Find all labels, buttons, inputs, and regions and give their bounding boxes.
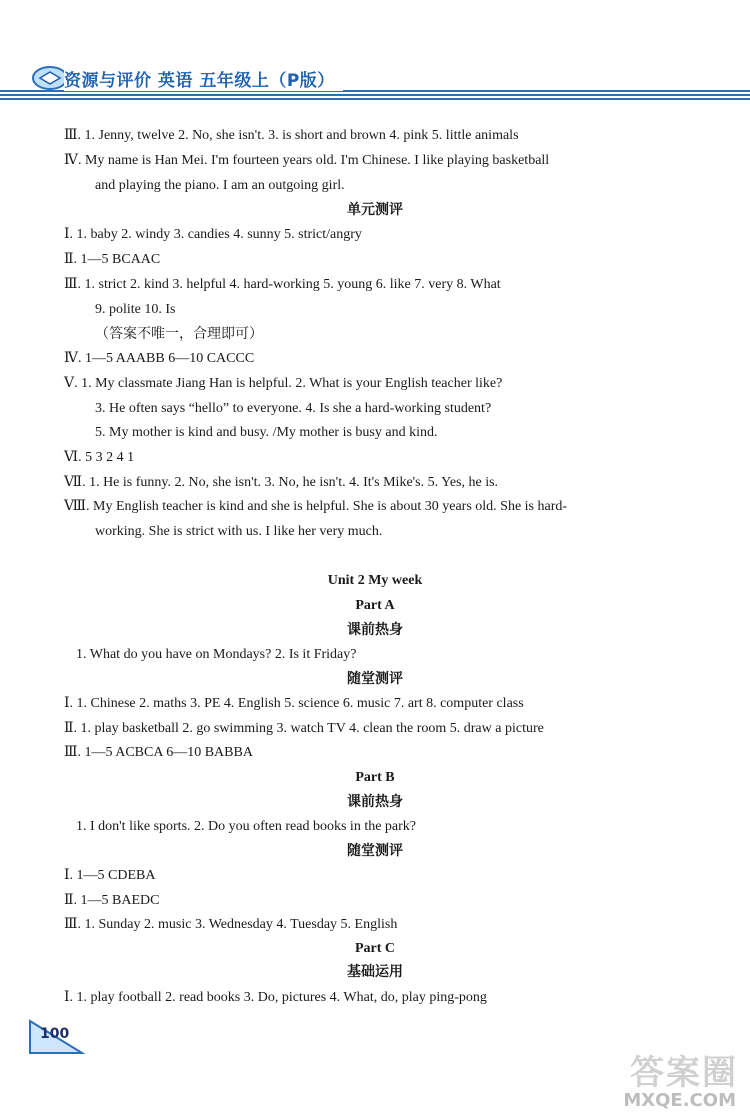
watermark	[604, 1043, 744, 1113]
part-title: Part B	[355, 770, 395, 785]
section-heading: 课前热身	[347, 795, 403, 810]
section-heading: 单元测评	[347, 203, 403, 218]
answer-line: Ⅲ. 1. Jenny, twelve 2. No, she isn't. 3. is short and brown 4. pink 5. little animals	[64, 128, 519, 143]
section-heading: 基础运用	[347, 965, 403, 980]
answer-line: working. She is strict with us. I like her very much.	[95, 524, 383, 539]
section-heading: 课前热身	[347, 623, 403, 638]
header-rules	[0, 90, 750, 100]
answer-line: 5. My mother is kind and busy. /My mother is busy and kind.	[95, 425, 438, 440]
answer-line: Ⅱ. 1—5 BAEDC	[64, 893, 160, 908]
header-title: 资源与评价 英语 五年级上（P版）	[64, 66, 343, 91]
watermark-logo: 答案圈	[630, 1053, 738, 1093]
page-number-badge	[26, 1017, 86, 1057]
unit-title: Unit 2 My week	[327, 573, 423, 588]
answer-line: Ⅰ. 1. play football 2. read books 3. Do, pictures 4. What, do, play ping-pong	[64, 990, 487, 1005]
answer-line: Ⅳ. My name is Han Mei. I'm fourteen years old. I'm Chinese. I like playing basketball	[64, 153, 550, 168]
page-number: 100	[40, 1026, 70, 1042]
answer-line: Ⅳ. 1—5 AAABB 6—10 CACCC	[64, 351, 255, 366]
answer-line: Ⅵ. 5 3 2 4 1	[64, 450, 135, 465]
answer-line: Ⅶ. 1. He is funny. 2. No, she isn't. 3. No, he isn't. 4. It's Mike's. 5. Yes, he is.	[64, 475, 499, 490]
answer-line: Ⅴ. 1. My classmate Jiang Han is helpful. 2. What is your English teacher like?	[64, 376, 503, 391]
answer-line: 1. What do you have on Mondays? 2. Is it Friday?	[76, 647, 357, 662]
answer-line: and playing the piano. I am an outgoing girl.	[95, 178, 345, 193]
answer-line: Ⅲ. 1. strict 2. kind 3. helpful 4. hard-working 5. young 6. like 7. very 8. What	[64, 277, 501, 292]
answer-line: Ⅰ. 1—5 CDEBA	[64, 868, 156, 883]
answer-line: Ⅲ. 1—5 ACBCA 6—10 BABBA	[64, 745, 253, 760]
part-title: Part C	[354, 941, 396, 956]
page-header	[0, 62, 750, 102]
answer-note: （答案不唯一，合理即可）	[95, 327, 263, 342]
section-heading: 随堂测评	[347, 844, 403, 859]
answer-line: Ⅰ. 1. Chinese 2. maths 3. PE 4. English 5. science 6. music 7. art 8. computer class	[64, 696, 524, 711]
answer-line: Ⅲ. 1. Sunday 2. music 3. Wednesday 4. Tuesday 5. English	[64, 917, 398, 932]
watermark-url: MXQE.COM	[623, 1090, 736, 1111]
answer-line: Ⅰ. 1. baby 2. windy 3. candies 4. sunny 5. strict/angry	[64, 227, 362, 242]
answer-line: Ⅷ. My English teacher is kind and she is helpful. She is about 30 years old. She is hard-	[64, 499, 568, 514]
answer-line: 9. polite 10. Is	[95, 302, 176, 317]
answer-line: Ⅱ. 1—5 BCAAC	[64, 252, 161, 267]
section-heading: 随堂测评	[347, 672, 403, 687]
answer-line: 1. I don't like sports. 2. Do you often read books in the park?	[76, 819, 417, 834]
answer-line: 3. He often says “hello” to everyone. 4. Is she a hard-working student?	[95, 401, 492, 416]
answer-line: Ⅱ. 1. play basketball 2. go swimming 3. watch TV 4. clean the room 5. draw a picture	[64, 721, 544, 736]
part-title: Part A	[355, 598, 395, 613]
